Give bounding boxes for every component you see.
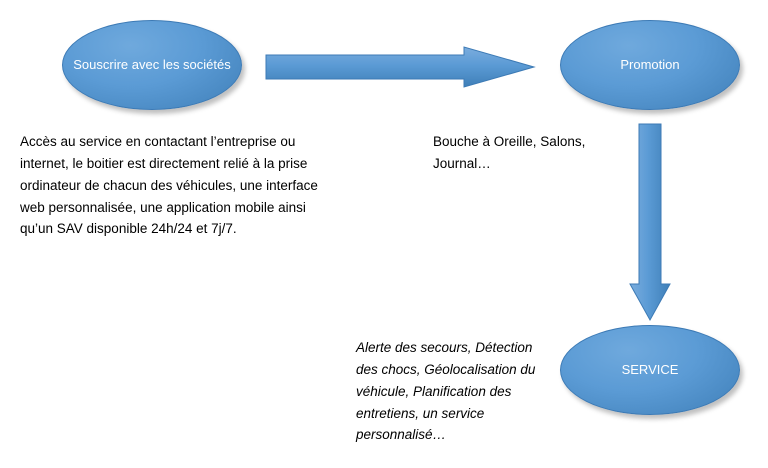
node-souscrire-label: Souscrire avec les sociétés (73, 56, 231, 72)
node-promotion[interactable] (560, 20, 740, 110)
note-souscrire: Accès au service en contactant l’entreprise ou internet, le boitier est directement relié à la prise ordinateur de chacun des véhicules, une interface web personnalisée, une application mobile ainsi qu’un SAV disponible 24h/24 et 7j/7. (20, 134, 318, 237)
arrow-right-icon (266, 47, 536, 87)
node-promotion-label: Promotion (620, 56, 680, 72)
note-service: Alerte des secours, Détection des chocs, Géolocalisation du véhicule, Planification des entretiens, un service personnalisé… (356, 340, 536, 443)
node-souscrire[interactable] (62, 20, 242, 110)
node-service-label: SERVICE (621, 361, 679, 377)
node-service[interactable] (560, 325, 740, 415)
arrow-down-icon (630, 124, 672, 322)
note-promotion: Bouche à Oreille, Salons, Journal… (433, 134, 586, 171)
